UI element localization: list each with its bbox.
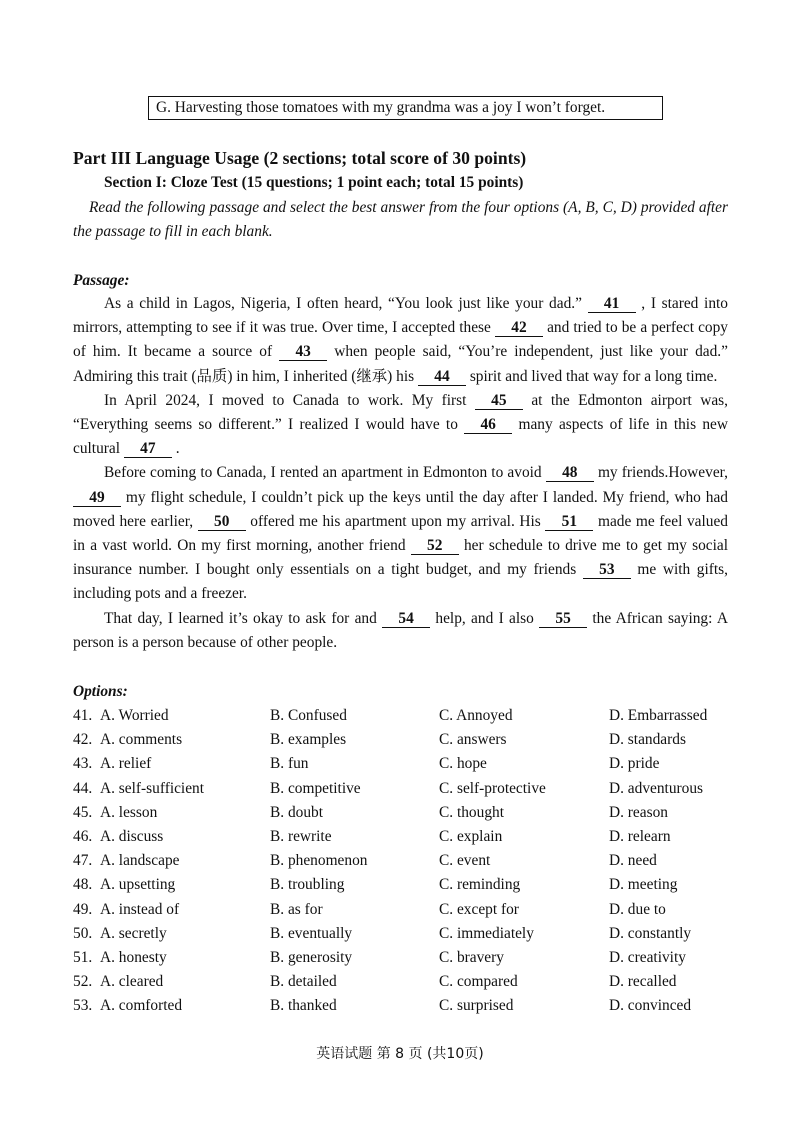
option-a: A. cleared [100, 973, 164, 991]
instructions: Read the following passage and select the best answer from the four options (A, B, C, D) provided after the passage to fill in each blank. [73, 199, 728, 240]
blank-52: 52 [411, 537, 459, 555]
option-c: C. thought [439, 803, 504, 821]
options-label-colon: : [122, 683, 128, 700]
passage-text: , I stared into mirrors, attempting to see if it was true. Over time, I accepted these [73, 295, 728, 337]
passage-text: As a child in Lagos, Nigeria, I often heard, “You look just like your dad.” [104, 295, 588, 312]
option-row-53 [73, 994, 728, 1018]
option-d: D. recalled [609, 973, 677, 991]
option-c: C. immediately [439, 924, 534, 942]
blank-54: 54 [382, 610, 430, 628]
option-b: B. doubt [270, 803, 324, 821]
option-c: C. self-protective [439, 779, 546, 797]
option-row-47 [73, 849, 728, 873]
passage-text: when people said, “You’re independent, just like your dad.” Admiring this trait (品质) in him, I inherited (继承) his [73, 343, 728, 385]
option-b: B. detailed [270, 973, 337, 991]
section-title: Section I: Cloze Test (15 questions; 1 point each; total 15 points) [104, 174, 524, 191]
options-label [73, 681, 128, 703]
passage-text: at the Edmonton airport was, “Everything seems so different.” I realized I would have to [73, 391, 728, 434]
passage-text: many aspects of life in this new cultural [73, 416, 728, 458]
question-number: 48. [73, 876, 93, 894]
option-c: C. surprised [439, 997, 514, 1015]
blank-43: 43 [279, 343, 327, 361]
passage-paragraph-4 [73, 607, 728, 655]
passage-text: my flight schedule, I couldn’t pick up the keys until the day after I landed. My friend, who had moved here earlier, [73, 488, 728, 530]
passage-paragraph-3 [73, 461, 728, 606]
passage-text: my friends.However, [593, 464, 729, 482]
blank-48: 48 [546, 464, 594, 482]
part-title: Part III Language Usage (2 sections; total score of 30 points) [73, 148, 527, 168]
option-d: D. convinced [609, 997, 692, 1015]
question-number: 51. [73, 948, 93, 966]
option-b: B. fun [270, 755, 309, 773]
blank-47: 47 [124, 440, 172, 458]
option-d: D. need [609, 852, 657, 870]
option-b: B. generosity [270, 948, 353, 966]
option-c: C. bravery [439, 948, 504, 966]
option-c: C. reminding [439, 876, 521, 894]
option-a: A. honesty [100, 948, 167, 966]
question-number: 41. [73, 707, 93, 724]
question-number: 47. [73, 852, 93, 870]
blank-55: 55 [539, 610, 587, 628]
passage-text: her schedule to drive me to get my social insurance number. I bought only essentials on a tight budget, and my friends [73, 537, 728, 579]
passage-text: That day, I learned it’s okay to ask for and [104, 609, 383, 627]
option-c: C. except for [439, 900, 519, 918]
option-d: D. due to [609, 900, 666, 918]
option-d: D. relearn [609, 827, 671, 845]
passage-text: offered me his apartment upon my arrival. His [245, 512, 546, 530]
passage-label-text: Passage [73, 272, 125, 289]
question-number: 52. [73, 973, 93, 991]
passage-text: . [171, 440, 180, 458]
option-b: B. competitive [270, 779, 361, 797]
passage-text: help, and I also [430, 609, 540, 627]
option-b: B. phenomenon [270, 852, 368, 870]
option-row-43 [73, 752, 728, 776]
passage-paragraph-1 [73, 292, 728, 389]
option-a: A. landscape [100, 852, 180, 870]
option-c: C. explain [439, 827, 503, 845]
question-number: 53. [73, 997, 93, 1015]
option-d: D. standards [609, 731, 686, 749]
blank-44: 44 [418, 368, 466, 386]
option-a: A. secretly [100, 924, 167, 942]
option-b: B. as for [270, 900, 323, 918]
option-g-box: G. Harvesting those tomatoes with my grandma was a joy I won’t forget. [148, 96, 663, 120]
passage-text: spirit and lived that way for a long time. [465, 367, 718, 385]
question-number: 43. [73, 755, 93, 773]
option-row-52 [73, 970, 728, 994]
option-row-51 [73, 946, 728, 970]
question-number: 46. [73, 827, 93, 845]
blank-45: 45 [475, 392, 523, 410]
blank-50: 50 [198, 513, 246, 531]
option-a: A. comforted [100, 997, 183, 1015]
passage-text: made me feel valued in a vast world. On my first morning, another friend [73, 512, 728, 555]
question-number: 50. [73, 924, 93, 942]
option-a: A. upsetting [100, 876, 176, 894]
option-b: B. troubling [270, 876, 345, 894]
option-row-49 [73, 898, 728, 922]
passage-label [73, 270, 129, 292]
option-d: D. pride [609, 755, 660, 773]
options-label-text: Options [73, 683, 123, 700]
option-c: C. answers [439, 731, 507, 749]
option-b: B. rewrite [270, 827, 332, 845]
option-b: B. thanked [270, 997, 337, 1015]
passage-text: In April 2024, I moved to Canada to work. My first [104, 391, 475, 409]
option-row-41 [73, 704, 728, 728]
option-a: A. discuss [100, 827, 164, 845]
blank-41: 41 [588, 295, 636, 313]
option-b: B. Confused [270, 707, 347, 724]
option-row-50 [73, 922, 728, 946]
option-c: C. hope [439, 755, 487, 773]
page-footer: 英语试题 第 8 页 (共10页) [316, 1046, 484, 1062]
passage-label-colon: : [124, 272, 130, 289]
option-c: C. event [439, 852, 491, 870]
question-number: 49. [73, 900, 93, 918]
option-a: A. relief [100, 755, 152, 773]
passage-text: Before coming to Canada, I rented an apartment in Edmonton to avoid [104, 464, 546, 482]
option-d: D. reason [609, 803, 668, 821]
option-a: A. Worried [100, 707, 169, 724]
option-c: C. compared [439, 973, 518, 991]
option-b: B. eventually [270, 924, 353, 942]
option-a: A. lesson [100, 803, 158, 821]
question-number: 45. [73, 803, 93, 821]
option-row-44 [73, 777, 728, 801]
blank-53: 53 [583, 561, 631, 579]
option-d: D. adventurous [609, 779, 704, 797]
passage-text: me with gifts, including pots and a freezer. [73, 561, 729, 603]
option-row-42 [73, 728, 728, 752]
passage-text: the African saying: A person is a person because of other people. [73, 609, 728, 651]
blank-49: 49 [73, 489, 121, 507]
blank-51: 51 [545, 513, 593, 531]
option-d: D. creativity [609, 948, 686, 966]
options-list [73, 704, 728, 1018]
option-d: D. Embarrassed [609, 707, 708, 724]
blank-46: 46 [464, 416, 512, 434]
option-d: D. constantly [609, 924, 692, 942]
question-number: 44. [73, 779, 93, 797]
blank-42: 42 [495, 319, 543, 337]
passage-text: and tried to be a perfect copy of him. It became a source of [73, 319, 728, 361]
option-row-48 [73, 873, 728, 897]
question-number: 42. [73, 731, 93, 749]
option-row-45 [73, 801, 728, 825]
option-row-46 [73, 825, 728, 849]
option-c: C. Annoyed [439, 707, 513, 724]
option-d: D. meeting [609, 876, 678, 894]
option-b: B. examples [270, 731, 347, 749]
option-a: A. instead of [100, 900, 180, 918]
passage [73, 292, 728, 655]
option-a: A. comments [100, 731, 183, 749]
option-a: A. self-sufficient [100, 779, 204, 797]
passage-paragraph-2 [73, 389, 728, 462]
